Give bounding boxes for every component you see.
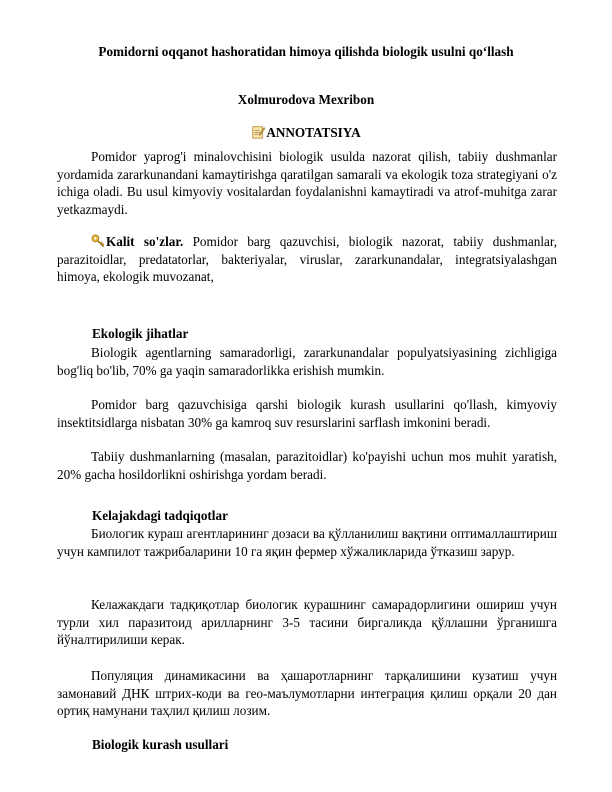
future-paragraph: Биологик кураш агентларининг дозаси ва қўлланилиш вақтини оптималлаштириш учун кампилот тажрибаларини 10 га яқин фермер хўжаликларида ўтказиш зарур. <box>57 526 557 559</box>
annotation-heading: ANNOTATSIYA <box>266 125 361 140</box>
ecology-paragraph: Tabiiy dushmanlarning (masalan, parazitoidlar) ko'payishi uchun mos muhit yaratish, 20% gacha hosildorlikni oshirishga yordam beradi. <box>57 449 557 482</box>
memo-icon <box>251 125 265 139</box>
keywords-label: Kalit so'zlar. <box>106 234 184 249</box>
keywords-text: Pomidor barg qazuvchisi, biologik nazorat, tabiiy dushmanlar, parazitoidlar, predatatorlar, bakteriyalar, viruslar, zararkunandalar, integratsiyalashgan himoya, ekologik muvozanat, <box>57 234 557 284</box>
methods-heading: Biologik kurash usullari <box>92 737 229 752</box>
future-research-heading: Kelajakdagi tadqiqotlar <box>92 508 228 523</box>
key-icon <box>91 234 105 248</box>
ecology-heading: Ekologik jihatlar <box>92 326 189 341</box>
annotation-heading-row <box>56 125 556 141</box>
keywords-paragraph <box>57 233 557 286</box>
future-paragraph: Келажакдаги тадқиқотлар биологик курашнинг самарадорлигини ошириш учун турли хил паразитоид арилларнинг 3-5 тасини биргаликда қўллашни ўрганишга йўналтирилиши керак. <box>57 597 557 647</box>
future-paragraph: Популяция динамикасини ва ҳашаротларнинг тарқалишини кузатиш учун замонавий ДНК штрих-коди ва гео-маълумотларни интеграция қилиш орқали 20 дан ортиқ намунани таҳлил қилиш лозим. <box>57 668 557 718</box>
ecology-paragraph: Pomidor barg qazuvchisiga qarshi biologik kurash usullarini qo'llash, kimyoviy insektitsidlarga nisbatan 30% ga kamroq suv resurslarini sarflash imkonini beradi. <box>57 397 557 430</box>
ecology-paragraph: Biologik agentlarning samaradorligi, zararkunandalar populyatsiyasining zichligiga bog'liq bo'lib, 70% ga yaqin samaradorlikka erishish mumkin. <box>57 345 557 378</box>
document-title: Pomidorni oqqanot hashoratidan himoya qilishda biologik usulni qo‘llash <box>98 44 514 59</box>
author-name: Xolmurodova Mexribon <box>237 92 375 107</box>
annotation-text: Pomidor yaprog'i minalovchisini biologik usulda nazorat qilish, tabiiy dushmanlar yordamida zararkunandani kamaytirishga qaratilgan samarali va ekologik toza strategiyani o'z ichiga oladi. Bu usul kimyoviy vositalardan foydalanishni kamaytiradi va atrof-muhitga zarar yetkazmaydi. <box>57 149 557 217</box>
